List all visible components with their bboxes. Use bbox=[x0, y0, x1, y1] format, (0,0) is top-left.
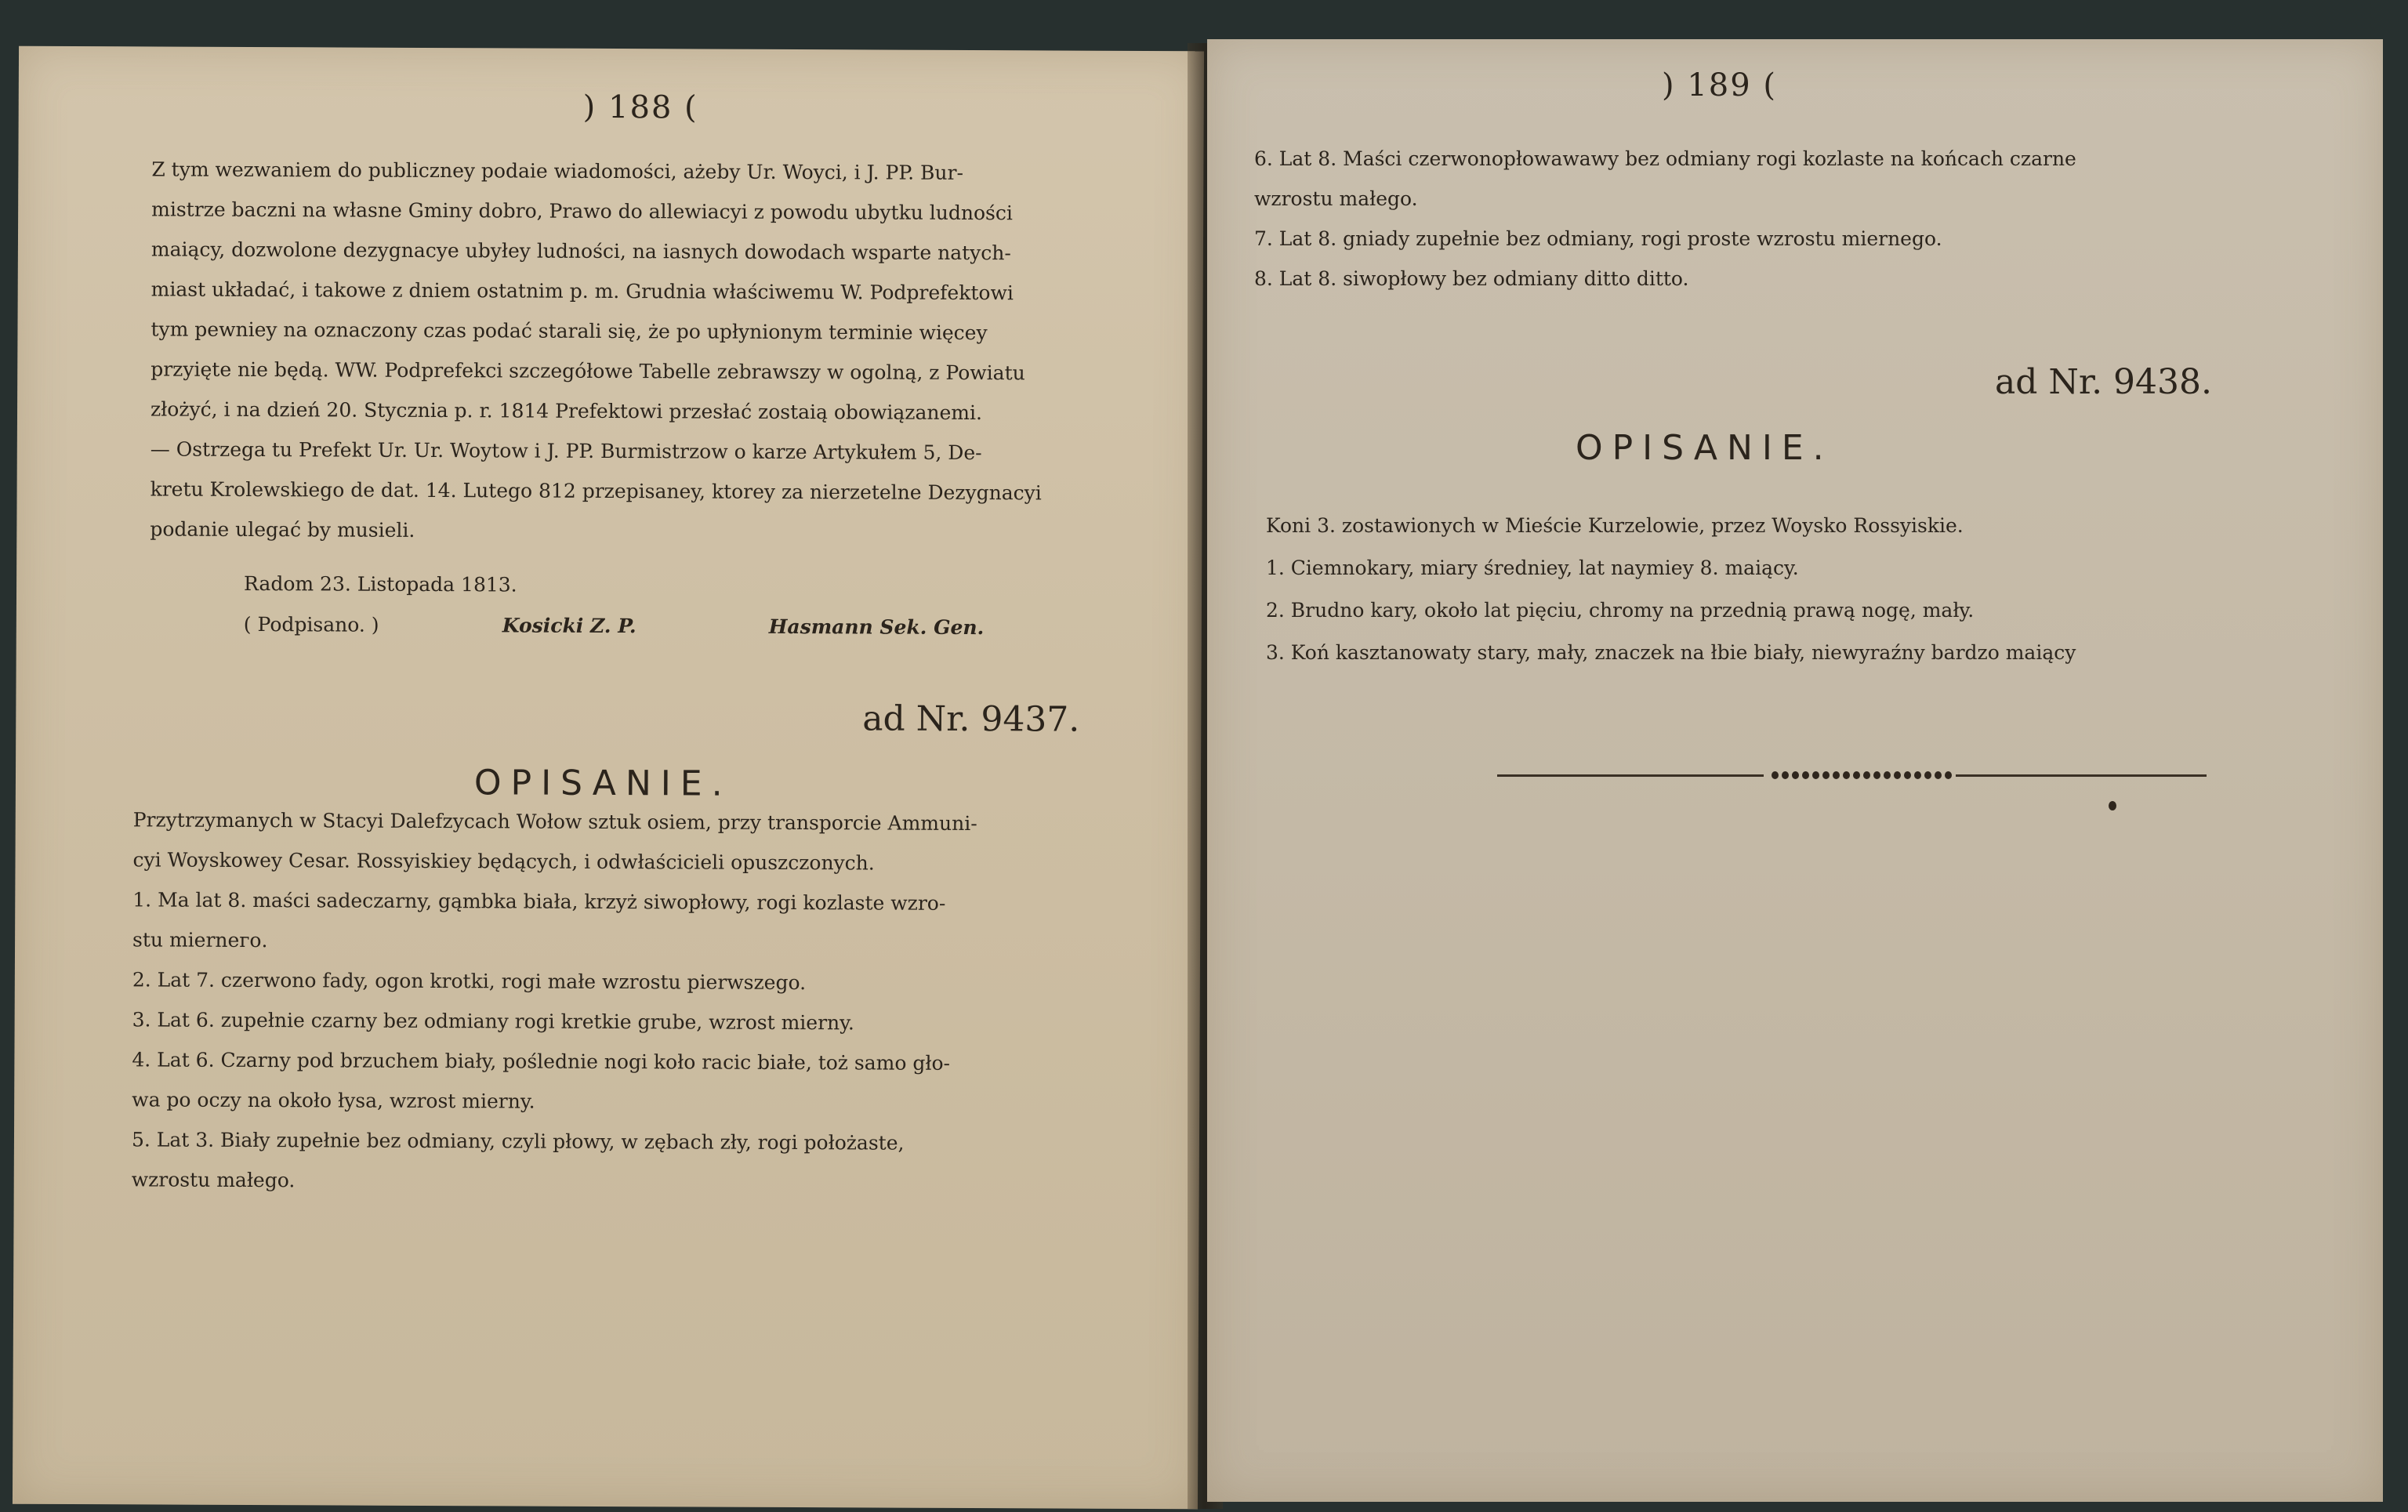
text-line: mistrze baczni na własne Gminy dobro, Prawo do allewiacyi z powodu ubytku ludności bbox=[151, 198, 1013, 225]
description-line: 1. Ciemnokary, miary średniey, lat naymiey 8. maiący. bbox=[1266, 557, 1799, 579]
description-line: wa po oczy na około łysa, wzrost mierny. bbox=[132, 1088, 535, 1113]
description-line: cyi Woyskowey Cesar. Rossyiskiey będących, i odwłaścicieli opuszczonych. bbox=[132, 848, 875, 875]
decorative-dot bbox=[1853, 771, 1860, 779]
description-line: 5. Lat 3. Biały zupełnie bez odmiany, czyli płowy, w zębach zły, rogi położaste, bbox=[131, 1128, 905, 1155]
page-number-right: ) 189 ( bbox=[1662, 67, 1777, 103]
heading-opisanie-left: OPISANIE. bbox=[473, 763, 732, 804]
decorative-dot bbox=[1863, 771, 1870, 779]
text-line: Z tym wezwaniem do publiczney podaie wiadomości, ażeby Ur. Woyci, i J. PP. Bur- bbox=[151, 158, 963, 184]
text-line: 7. Lat 8. gniady zupełnie bez odmiany, rogi proste wzrostu miernego. bbox=[1254, 227, 1942, 250]
decorative-dot bbox=[1812, 771, 1819, 779]
description-line: stu mierneго. bbox=[132, 928, 268, 952]
heading-opisanie-right: OPISANIE. bbox=[1576, 428, 1833, 468]
signer-1: Kosicki Z. P. bbox=[502, 614, 636, 638]
text-line: przyięte nie będą. WW. Podprefekci szczegółowe Tabelle zebrawszy w ogolną, z Powiatu bbox=[150, 357, 1025, 385]
description-line: 3. Lat 6. zupełnie czarny bez odmiany rogi kretkie grube, wzrost mierny. bbox=[132, 1008, 854, 1035]
description-line: Koni 3. zostawionych w Mieście Kurzelowie, przez Woysko Rossyiskie. bbox=[1266, 514, 1964, 537]
ad-nr-9437: ad Nr. 9437. bbox=[862, 698, 1080, 740]
decorative-dot bbox=[1894, 771, 1901, 779]
left-page bbox=[13, 46, 1204, 1510]
decorative-dot bbox=[1833, 771, 1840, 779]
decorative-dot bbox=[1924, 771, 1931, 779]
text-line: złożyć, i na dzień 20. Stycznia p. r. 1814 Prefektowi przesłać zostaią obowiązanemi. bbox=[150, 397, 983, 425]
rule-left-segment bbox=[1497, 774, 1764, 777]
decorative-dot bbox=[1772, 771, 1779, 779]
text-line: podanie ulegać by musieli. bbox=[150, 517, 415, 542]
text-line: 6. Lat 8. Maści czerwonopłowawawy bez odmiany rogi kozlaste na końcach czarne bbox=[1254, 147, 2076, 170]
description-line: 1. Ma lat 8. maści sadeczarny, gąmbka biała, krzyż siwopłowy, rogi kozlaste wzro- bbox=[132, 888, 946, 915]
decorative-dot bbox=[1935, 771, 1942, 779]
signed-label: ( Podpisano. ) bbox=[243, 612, 379, 636]
decorative-dot bbox=[1884, 771, 1891, 779]
decorative-dot bbox=[1843, 771, 1850, 779]
ad-nr-9438: ad Nr. 9438. bbox=[1995, 362, 2213, 402]
description-line: 2. Brudno kary, około lat pięciu, chromy na przednią prawą nogę, mały. bbox=[1266, 599, 1975, 622]
description-line: wzrostu małego. bbox=[131, 1168, 296, 1192]
text-line: — Ostrzega tu Prefekt Ur. Ur. Woytow i J. PP. Burmistrzow o karze Artykułem 5, De- bbox=[150, 437, 982, 465]
right-page bbox=[1207, 39, 2383, 1502]
text-line: wzrostu małego. bbox=[1254, 187, 1418, 210]
rule-right-segment bbox=[1956, 774, 2207, 777]
page-number-left: ) 188 ( bbox=[582, 89, 698, 126]
place-date: Radom 23. Listopada 1813. bbox=[244, 571, 517, 596]
text-line: kretu Krolewskiego de dat. 14. Lutego 812 przepisaney, ktorey za nierzetelne Dezygnacyi bbox=[150, 477, 1042, 505]
description-line: Przytrzymanych w Stacyi Dalefzycach Wołow sztuk osiem, przy transporcie Ammuni- bbox=[132, 808, 977, 836]
description-line: 2. Lat 7. czerwono fady, ogon krotki, rogi małe wzrostu pierwszego. bbox=[132, 968, 807, 995]
decorative-dot bbox=[1914, 771, 1921, 779]
decorative-dot bbox=[1802, 771, 1809, 779]
decorative-dot bbox=[1822, 771, 1830, 779]
signer-2: Hasmann Sek. Gen. bbox=[768, 615, 985, 640]
decorative-dot bbox=[1904, 771, 1911, 779]
decorative-dot bbox=[1873, 771, 1880, 779]
text-line: miast układać, i takowe z dniem ostatnim p. m. Grudnia właściwemu W. Podprefektowi bbox=[150, 277, 1014, 305]
text-line: 8. Lat 8. siwopłowy bez odmiany ditto ditto. bbox=[1254, 267, 1689, 290]
description-line: 3. Koń kasztanowaty stary, mały, znaczek na łbie biały, niewyraźny bardzo maiący bbox=[1266, 641, 2076, 664]
decorative-dot bbox=[1945, 771, 1952, 779]
text-line: maiący, dozwolone dezygnacye ubyłey ludności, na iasnych dowodach wsparte natych- bbox=[150, 237, 1011, 265]
decorative-dot bbox=[1782, 771, 1789, 779]
decorative-dot bbox=[2109, 801, 2116, 810]
decorative-dot bbox=[1792, 771, 1799, 779]
description-line: 4. Lat 6. Czarny pod brzuchem biały, poślednie nogi koło racic białe, toż samo gło- bbox=[132, 1048, 951, 1075]
text-line: tym pewniey na oznaczony czas podać starali się, że po upłynionym terminie więcey bbox=[150, 317, 988, 345]
